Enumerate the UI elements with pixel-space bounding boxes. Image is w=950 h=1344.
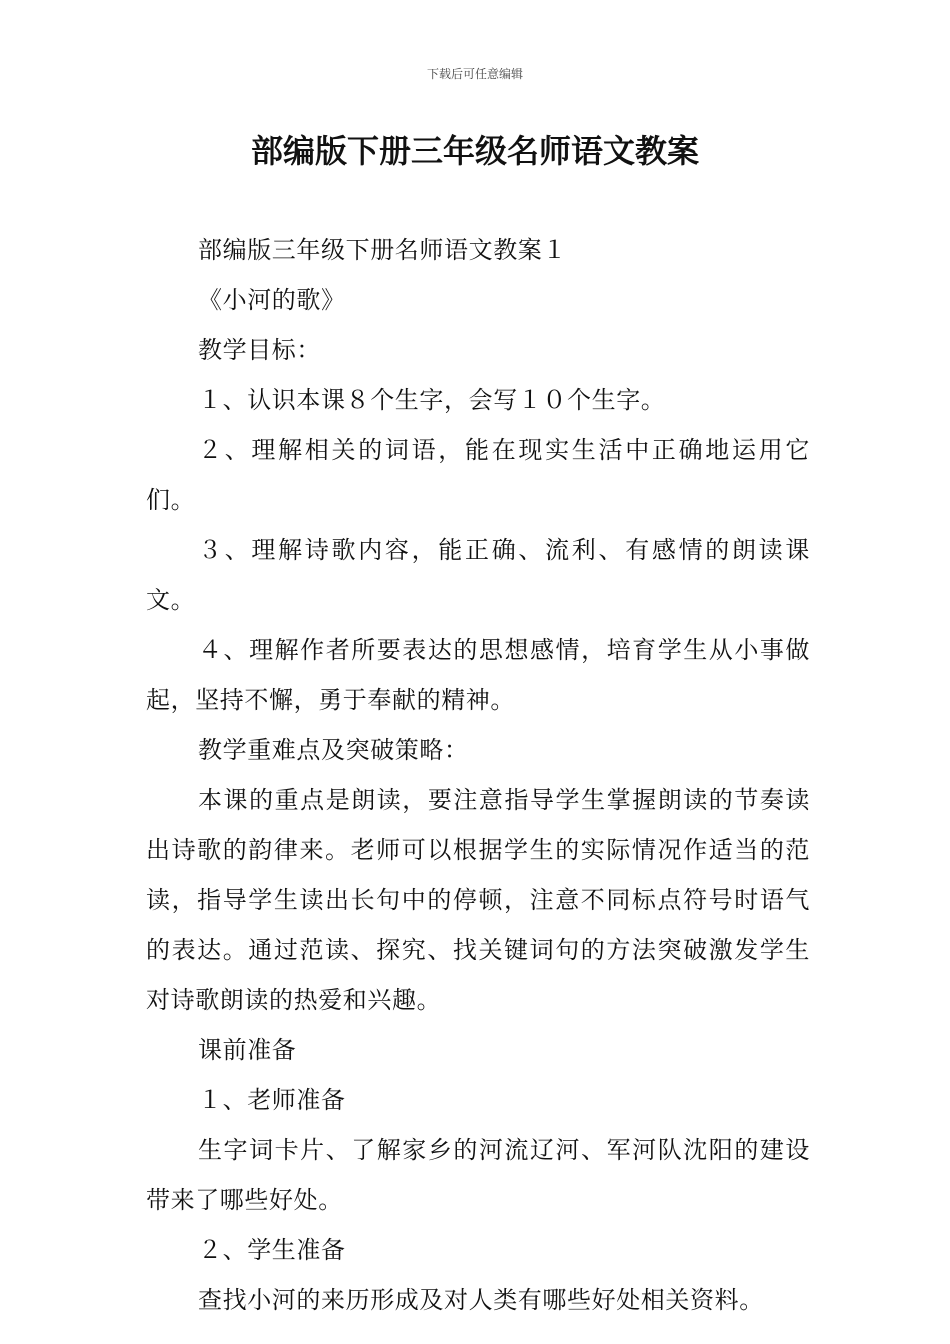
paragraph-student-prep-body: 查找小河的来历形成及对人类有哪些好处相关资料。 bbox=[198, 1286, 764, 1314]
paragraph-teacher-prep-heading: １、老师准备 bbox=[198, 1086, 346, 1114]
paragraph-goals-heading: 教学目标： bbox=[198, 336, 321, 364]
paragraph-goal-4: ４、理解作者所要表达的思想感情，培育学生从小事做起，坚持不懈，勇于奉献的精神。 bbox=[146, 636, 810, 714]
paragraph-preparation-heading: 课前准备 bbox=[198, 1036, 297, 1064]
document-title: 部编版下册三年级名师语文教案 bbox=[250, 132, 699, 170]
paragraph-teacher-prep-body: 生字词卡片、了解家乡的河流辽河、军河队沈阳的建设带来了哪些好处。 bbox=[146, 1136, 810, 1214]
paragraph-goal-1: １、认识本课８个生字，会写１０个生字。 bbox=[198, 386, 666, 414]
document-body bbox=[146, 225, 810, 1325]
paragraph-lesson-heading: 部编版三年级下册名师语文教案１ bbox=[198, 236, 567, 264]
page-header-note: 下载后可任意编辑 bbox=[426, 67, 523, 81]
paragraph-goal-3: ３、理解诗歌内容，能正确、流利、有感情的朗读课文。 bbox=[146, 536, 810, 614]
paragraph-key-points-body: 本课的重点是朗读，要注意指导学生掌握朗读的节奏读出诗歌的韵律来。老师可以根据学生的实际情况作适当的范读，指导学生读出长句中的停顿，注意不同标点符号时语气的表达。通过范读、探究、找关键词句的方法突破激发学生对诗歌朗读的热爱和兴趣。 bbox=[146, 786, 810, 1014]
paragraph-goal-2: ２、理解相关的词语，能在现实生活中正确地运用它们。 bbox=[146, 436, 810, 514]
paragraph-student-prep-heading: ２、学生准备 bbox=[198, 1236, 346, 1264]
paragraph-lesson-title: 《小河的歌》 bbox=[198, 286, 346, 314]
paragraph-key-points-heading: 教学重难点及突破策略： bbox=[198, 736, 469, 764]
